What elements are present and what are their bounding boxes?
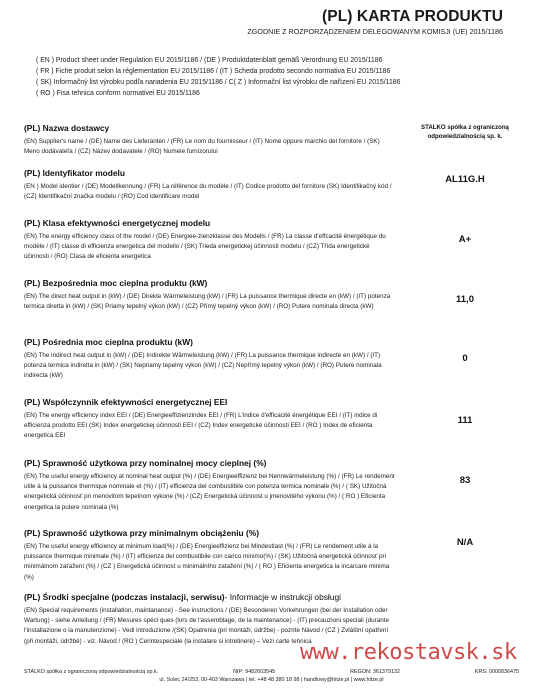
- section-title: [24, 123, 396, 134]
- section-eei: [24, 397, 396, 442]
- section-title: [24, 278, 396, 289]
- section-title: [24, 168, 396, 179]
- section-description: (EN) The energy efficiency index EEI / (DE) Energieeffizienzindex EEI / (FR) L'indice d'efficacité énergétique EEI / (IT) indice di efficienza prodotto EEI (SK) Index energetickej účinnosti EEI / (CZ) Index energetické účinnosti EEI / (RO ) Index de eficienta energetica EEI: [24, 412, 378, 440]
- section-description: (EN ) Model identier / (DE) Modellkennung / (FR) La référence du modèle / (IT) Codice prodotto del fornitore (SK) Identifikačný kód / (CZ) Identifikační značka modelu / (RO) Cod identificare model: [24, 183, 392, 201]
- section-description: (EN) The useful energy efficiency at minimum load(%) / (DE) Energieeffizienz bei Mindestlast (%) / (FR) Le rendement utile à la puissance thermique minimale (%) / (IT) efficienza del combustibile con carico minimo(%) / (SK) Užitočná energetická účinnosť pri minimálnom zaťažení (%) / (CZ ) Energetická účinnost u minimálního zatažení (%) / ( RO ) Eficienta energetica la incarcare minima (%): [24, 543, 390, 581]
- website-watermark: www.rekostavsk.sk: [300, 640, 517, 665]
- section-title: [24, 528, 396, 539]
- section-title-text: (PL) Nazwa dostawcy: [24, 123, 110, 133]
- section-title: [24, 592, 396, 603]
- section-direct-heat-output: [24, 278, 396, 312]
- section-special-requirements: [24, 592, 396, 647]
- section-title: [24, 218, 396, 229]
- nominal-efficiency-value: 83: [459, 475, 471, 486]
- footer-company: STALKO spółka z ograniczoną odpowiedzialnością sp.k.: [24, 669, 159, 675]
- section-title-text: (PL) Środki specjalne (podczas instalacji, serwisu): [24, 592, 225, 602]
- section-model-identifier: [24, 168, 396, 202]
- section-title: [24, 397, 396, 408]
- section-description: (EN) The energy efficiency class of the model / (DE) Energiee-zienzklasse des Modells / (FR) La classe d'effcacité énergétique du modèle / (IT) classe di efficienza energetica del modello / (SK) Trieda energetickej účinnosti modelu / (CZ) Třída energetické účinnosti / (RO) Clasa de eficienta energetica: [24, 233, 386, 261]
- document-subtitle: ZGODNIE Z ROZPORZĄDZENIEM DELEGOWANYM KOMISJI (UE) 2015/1186: [247, 27, 503, 36]
- section-title-text: (PL) Identyfikator modelu: [24, 168, 125, 178]
- section-title-text: (PL) Sprawność użytkowa przy minimalnym obciążeniu (%): [24, 528, 260, 538]
- direct-heat-output-value: 11,0: [456, 294, 474, 305]
- section-title-text: (PL) Sprawność użytkowa przy nominalnej mocy cieplnej (%): [24, 458, 267, 468]
- supplier-name-value: STALKO spółka z ograniczoną odpowiedzialnością sp. k.: [421, 124, 509, 140]
- section-indirect-heat-output: [24, 337, 396, 382]
- section-title: [24, 337, 396, 348]
- section-title-text: (PL) Pośrednia moc cieplna produktu (kW): [24, 337, 193, 347]
- minimum-efficiency-value: N/A: [456, 537, 474, 548]
- model-identifier-value: AL11G.H: [445, 174, 485, 185]
- document-title: (PL) KARTA PRODUKTU: [322, 8, 503, 25]
- intro-line: ( RO ) Fisa tehnica conform normativei EU 2015/1186: [36, 90, 200, 97]
- section-title-tail: - Informacje w instrukcji obsługi: [224, 592, 341, 602]
- intro-line: ( FR ) Fiche produit selon la réglementation EU 2015/1186 / (IT ) Scheda prodotto secondo normativa EU 2015/1186: [36, 68, 391, 75]
- intro-block: [36, 55, 496, 99]
- section-energy-class: [24, 218, 396, 263]
- section-nominal-efficiency: [24, 458, 396, 513]
- energy-class-value: A+: [458, 234, 472, 245]
- intro-line: ( SK) Informačný list výrobku podľa nariadenia EU 2015/1186 / C( Z ) Informační list výrobku dle nařízení EU 2015/1186: [36, 79, 401, 86]
- intro-line: ( EN ) Product sheet under Regulation EU 2015/1186 / (DE ) Produktdatenblatt gemäß Verordnung EU 2015/1186: [36, 57, 383, 64]
- section-supplier-name: [24, 123, 396, 157]
- footer-nip: NIP: 9482603545: [233, 669, 276, 675]
- section-description: (EN) The useful energy efficiency at nominal heat output (%) / (DE) Energieeffizienz bei Nennwärmeleistung (%) / (FR) Le rendement utile à la puissance thermique nominale et (%) / (IT) efficienza del combustibile con potenza termica nominale (%) / ( SK) Užitočná energetická účinnosť pri menovitom tepelnom výkone (%) / (CZ) Energetická účinnost u jmenovitého výkonu (%) / ( RO ) Eficienta energetica la putere nominala (%): [24, 473, 395, 511]
- section-title: [24, 458, 396, 469]
- footer: [24, 669, 519, 683]
- section-description: (EN) The indirect heat output in (kW) / (DE) Indirekte Wärmeleistung (kW) / (FR) La puissance thermique indirecte en (kW) / (IT) potenza termica indiretta in (kW) / (SK) Nepriamy tepelný výkon (kW) / (CZ) Nepřímý tepelný výkon (kW) / (RO) Putere nominala indirecta (kW): [24, 352, 382, 380]
- footer-regon: REGON: 361379132: [350, 669, 400, 675]
- section-description: (EN) Supplier's name / (DE) Name des Lieferanten / (FR) Le nom du fournisseur / (IT) Nome oppure marchio del fornitore / (SK) Meno dodávateľa / (CZ) Název dodavatele / (RO) Numele furnizorului: [24, 138, 380, 156]
- indirect-heat-output-value: 0: [462, 353, 468, 364]
- eei-value: 111: [457, 415, 473, 426]
- section-title-text: (PL) Bezpośrednia moc cieplna produktu (kW): [24, 278, 208, 288]
- footer-address: ul. Solec 24/253, 00-403 Warszawa | tel. +48 48 380 18 98 | handlowy@hitze.pl | www.hitze.pl: [159, 677, 384, 683]
- footer-krs: KRS: 0000836475: [474, 669, 519, 675]
- section-description: (EN) Special requirements (installation, maintanance) - See instructions / (DE) Besonderen Vorkehrungen (bei der Installation oder Wartung) - siehe Anleitung / (FR) Mesures spéci ques (lors de l'assemblage, de la maintenance) - (IT) precauzioni speciali (durante l'installazione o la manutenzione) - Vedi introduzione /(SK) Opatrenia (pri montáži, údržbe) - pozrite Návod / (CZ ) Zvláštní opatření (při montáži, údržbě) - viz. Návod / (RO ) Cerintespeciale (la instalare si intretinere) – Vezi carte tehnica: [24, 607, 389, 645]
- section-title-text: (PL) Klasa efektywności energetycznej modelu: [24, 218, 211, 228]
- section-description: (EN) The direct heat output in (kW) / (DE) Direkte Wärmeleistung (kW) / (FR) La puissance thermique directe en (kW) / (IT) potenza termica diretta in (kW) / (SK) Priamy tepelný výkon (kW) / (CZ) Přímý tepelný výkon (kW) / (RO) Putere nominala directa (kW): [24, 293, 391, 311]
- section-minimum-efficiency: [24, 528, 396, 583]
- section-title-text: (PL) Współczynnik efektywności energetycznej EEI: [24, 397, 228, 407]
